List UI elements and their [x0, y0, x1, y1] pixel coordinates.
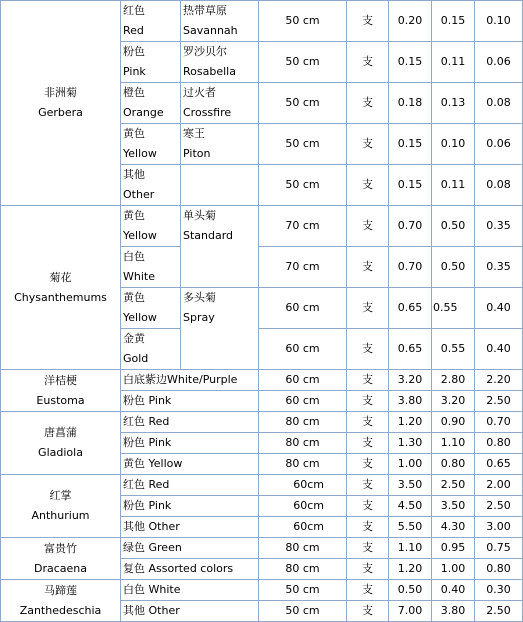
color-zh: 红色 [123, 4, 145, 17]
table-row [1, 1, 523, 42]
color-cell: 红色 Red [121, 412, 259, 433]
color-en: Orange [123, 106, 164, 119]
price-1-cell: 0.65 [389, 288, 432, 329]
unit-cell: 支 [347, 475, 389, 496]
variety-cell [181, 288, 259, 370]
product-name-en: Chysanthemums [14, 290, 107, 304]
unit-cell: 支 [347, 288, 389, 329]
price-2-cell: 1.10 [432, 433, 475, 454]
variety-en: Savannah [183, 24, 238, 37]
price-1-cell: 7.00 [389, 601, 432, 622]
length-cell: 70 cm [259, 206, 347, 247]
price-3-cell: 0.75 [475, 538, 523, 559]
color-cell: 粉色 Pink [121, 391, 259, 412]
product-cell-zanthedeschia [1, 580, 121, 622]
variety-cell [181, 42, 259, 83]
price-1-cell: 0.50 [389, 580, 432, 601]
price-3-cell: 2.50 [475, 601, 523, 622]
unit-cell: 支 [347, 124, 389, 165]
color-cell: 其他 Other [121, 517, 259, 538]
price-3-cell: 0.80 [475, 559, 523, 580]
variety-en: Standard [183, 229, 234, 242]
length-cell: 50 cm [259, 165, 347, 206]
color-cell [121, 42, 181, 83]
unit-cell: 支 [347, 83, 389, 124]
color-cell: 黄色 Yellow [121, 454, 259, 475]
price-2-cell: 0.40 [432, 580, 475, 601]
color-en: Yellow [123, 229, 157, 242]
table-row [1, 370, 523, 391]
color-cell [121, 165, 181, 206]
price-2-cell: 0.13 [432, 83, 475, 124]
unit-cell: 支 [347, 580, 389, 601]
price-3-cell: 3.00 [475, 517, 523, 538]
unit-cell: 支 [347, 42, 389, 83]
variety-cell [181, 165, 259, 206]
variety-cell [181, 83, 259, 124]
product-name-zh: 唐菖蒲 [44, 426, 77, 439]
product-cell-eustoma [1, 370, 121, 412]
variety-en: Crossfire [183, 106, 232, 119]
price-3-cell: 0.40 [475, 329, 523, 370]
color-cell [121, 329, 181, 370]
color-cell: 其他 Other [121, 601, 259, 622]
price-3-cell: 0.35 [475, 206, 523, 247]
price-2-cell: 0.11 [432, 165, 475, 206]
price-1-cell: 0.70 [389, 206, 432, 247]
price-3-cell: 0.30 [475, 580, 523, 601]
price-2-cell: 0.50 [432, 206, 475, 247]
length-cell: 80 cm [259, 454, 347, 475]
color-cell: 粉色 Pink [121, 433, 259, 454]
price-3-cell: 2.50 [475, 496, 523, 517]
table-row [1, 475, 523, 496]
length-cell: 50 cm [259, 601, 347, 622]
price-1-cell: 0.65 [389, 329, 432, 370]
price-1-cell: 0.70 [389, 247, 432, 288]
price-2-cell: 1.00 [432, 559, 475, 580]
unit-cell: 支 [347, 391, 389, 412]
length-cell: 50 cm [259, 42, 347, 83]
unit-cell: 支 [347, 206, 389, 247]
color-en: Yellow [123, 147, 157, 160]
color-zh: 白色 [123, 250, 145, 263]
price-3-cell: 2.50 [475, 391, 523, 412]
unit-cell: 支 [347, 1, 389, 42]
color-cell: 绿色 Green [121, 538, 259, 559]
unit-cell: 支 [347, 496, 389, 517]
price-2-cell: 0.80 [432, 454, 475, 475]
unit-cell: 支 [347, 247, 389, 288]
price-2-cell: 3.80 [432, 601, 475, 622]
product-name-en: Gerbera [38, 106, 83, 119]
color-zh: 其他 [123, 168, 145, 181]
product-cell-gladiola [1, 412, 121, 475]
length-cell: 60 cm [259, 288, 347, 329]
unit-cell: 支 [347, 601, 389, 622]
price-3-cell: 0.08 [475, 83, 523, 124]
unit-cell: 支 [347, 454, 389, 475]
unit-cell: 支 [347, 538, 389, 559]
price-3-cell: 0.10 [475, 1, 523, 42]
price-1-cell: 3.80 [389, 391, 432, 412]
length-cell: 60cm [259, 496, 347, 517]
color-cell [121, 247, 181, 288]
product-name-zh: 洋桔梗 [44, 373, 77, 387]
price-1-cell: 1.30 [389, 433, 432, 454]
color-cell [121, 83, 181, 124]
product-cell-gerbera [1, 1, 121, 206]
length-cell: 80 cm [259, 538, 347, 559]
price-1-cell: 0.15 [389, 124, 432, 165]
price-1-cell: 5.50 [389, 517, 432, 538]
length-cell: 60 cm [259, 391, 347, 412]
color-cell: 红色 Red [121, 475, 259, 496]
price-2-cell: 0.55 [432, 329, 475, 370]
length-cell: 60cm [259, 475, 347, 496]
product-name-en: Eustoma [36, 393, 85, 407]
variety-en: Piton [183, 147, 211, 160]
product-cell-anthurium [1, 475, 121, 538]
variety-zh: 寒王 [183, 127, 205, 140]
price-2-cell: 0.90 [432, 412, 475, 433]
price-3-cell: 0.35 [475, 247, 523, 288]
price-2-cell: 2.80 [432, 370, 475, 391]
price-2-cell: 0.10 [432, 124, 475, 165]
variety-cell [181, 124, 259, 165]
price-2-cell: 0.55 [432, 288, 475, 329]
variety-zh: 单头菊 [183, 209, 216, 222]
color-cell: 白底紫边White/Purple [121, 370, 259, 391]
price-1-cell: 0.18 [389, 83, 432, 124]
color-en: White [123, 270, 155, 283]
color-zh: 橙色 [123, 86, 145, 99]
color-zh: 黄色 [123, 209, 145, 222]
variety-en: Spray [183, 311, 215, 324]
color-cell [121, 124, 181, 165]
table-row [1, 412, 523, 433]
price-1-cell: 1.20 [389, 559, 432, 580]
price-2-cell: 0.95 [432, 538, 475, 559]
length-cell: 80 cm [259, 433, 347, 454]
price-3-cell: 0.06 [475, 42, 523, 83]
unit-cell: 支 [347, 517, 389, 538]
unit-cell: 支 [347, 559, 389, 580]
unit-cell: 支 [347, 329, 389, 370]
product-name-zh: 非洲菊 [44, 86, 77, 99]
product-name-zh: 马蹄莲 [44, 583, 77, 597]
color-en: Red [123, 24, 144, 37]
color-en: Pink [123, 65, 146, 78]
table-row [1, 538, 523, 559]
variety-cell [181, 1, 259, 42]
price-3-cell: 0.65 [475, 454, 523, 475]
price-2-cell: 2.50 [432, 475, 475, 496]
table-row [1, 580, 523, 601]
product-name-zh: 富贵竹 [44, 541, 77, 555]
color-en: Gold [123, 352, 149, 365]
color-cell: 复色 Assorted colors [121, 559, 259, 580]
color-en: Other [123, 188, 155, 201]
color-cell [121, 1, 181, 42]
color-cell: 粉色 Pink [121, 496, 259, 517]
price-1-cell: 4.50 [389, 496, 432, 517]
variety-zh: 热带草原 [183, 4, 227, 17]
price-3-cell: 0.70 [475, 412, 523, 433]
color-en: Yellow [123, 311, 157, 324]
product-name-zh: 红掌 [49, 489, 72, 502]
length-cell: 70 cm [259, 247, 347, 288]
length-cell: 80 cm [259, 412, 347, 433]
length-cell: 50 cm [259, 1, 347, 42]
color-zh: 粉色 [123, 45, 145, 58]
color-zh: 黄色 [123, 127, 145, 140]
variety-en: Rosabella [183, 65, 236, 78]
length-cell: 60 cm [259, 370, 347, 391]
color-cell [121, 288, 181, 329]
unit-cell: 支 [347, 370, 389, 391]
product-name-en: Gladiola [38, 446, 83, 459]
color-zh: 黄色 [123, 291, 145, 304]
price-1-cell: 3.50 [389, 475, 432, 496]
product-name-en: Zanthedeschia [19, 603, 102, 617]
price-1-cell: 1.10 [389, 538, 432, 559]
price-3-cell: 0.80 [475, 433, 523, 454]
price-3-cell: 2.20 [475, 370, 523, 391]
price-1-cell: 0.15 [389, 165, 432, 206]
price-1-cell: 0.20 [389, 1, 432, 42]
price-3-cell: 0.40 [475, 288, 523, 329]
product-cell-chrysanthemum [1, 206, 121, 370]
product-name-en: Anthurium [31, 509, 90, 522]
price-2-cell: 3.50 [432, 496, 475, 517]
length-cell: 50 cm [259, 124, 347, 165]
length-cell: 60 cm [259, 329, 347, 370]
product-name-en: Dracaena [33, 561, 87, 575]
variety-zh: 罗沙贝尔 [183, 45, 227, 58]
unit-cell: 支 [347, 433, 389, 454]
color-cell [121, 206, 181, 247]
variety-cell [181, 206, 259, 288]
price-2-cell: 0.50 [432, 247, 475, 288]
price-3-cell: 0.08 [475, 165, 523, 206]
unit-cell: 支 [347, 165, 389, 206]
table-row [1, 206, 523, 247]
length-cell: 50 cm [259, 580, 347, 601]
price-2-cell: 4.30 [432, 517, 475, 538]
color-zh: 金黄 [123, 332, 145, 345]
variety-zh: 多头菊 [183, 291, 216, 304]
price-3-cell: 2.00 [475, 475, 523, 496]
price-3-cell: 0.06 [475, 124, 523, 165]
price-1-cell: 0.15 [389, 42, 432, 83]
length-cell: 50 cm [259, 83, 347, 124]
price-2-cell: 0.11 [432, 42, 475, 83]
length-cell: 80 cm [259, 559, 347, 580]
color-cell: 白色 White [121, 580, 259, 601]
variety-zh: 过火者 [183, 86, 216, 99]
price-1-cell: 3.20 [389, 370, 432, 391]
price-2-cell: 0.15 [432, 1, 475, 42]
length-cell: 60cm [259, 517, 347, 538]
product-cell-dracaena [1, 538, 121, 580]
price-1-cell: 1.20 [389, 412, 432, 433]
unit-cell: 支 [347, 412, 389, 433]
price-2-cell: 3.20 [432, 391, 475, 412]
price-1-cell: 1.00 [389, 454, 432, 475]
product-name-zh: 菊花 [49, 270, 72, 284]
